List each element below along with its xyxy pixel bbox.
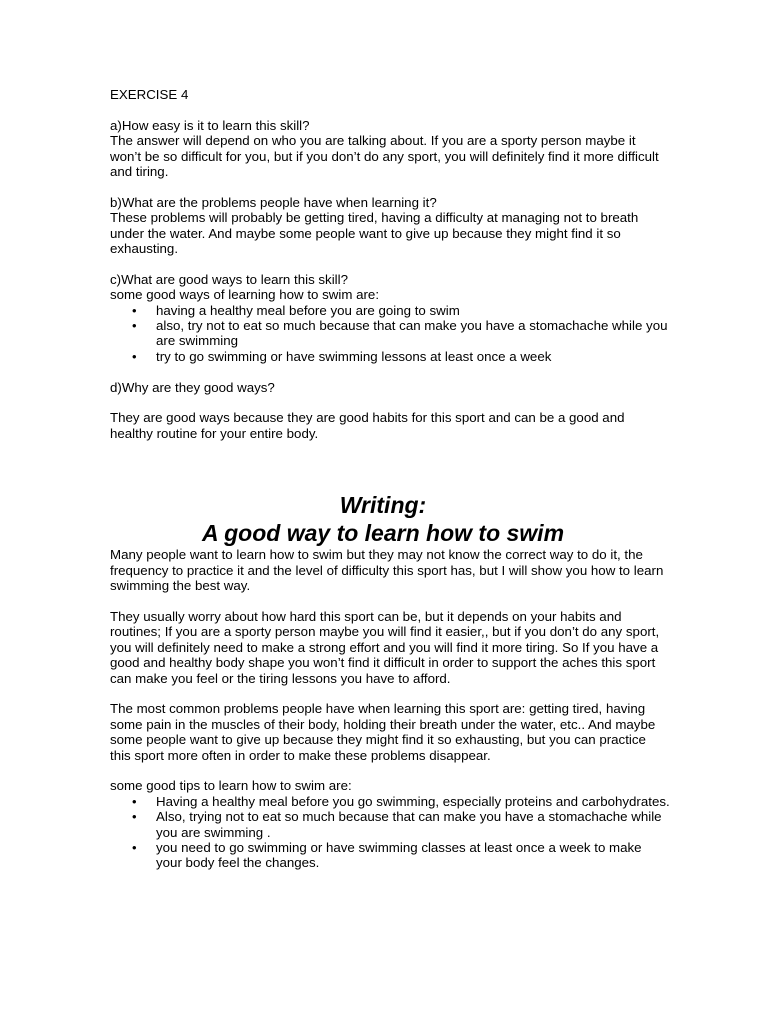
question-c: c)What are good ways to learn this skill?: [110, 271, 348, 287]
answer-c-intro: some good ways of learning how to swim are:: [110, 287, 380, 303]
list-item: • Also, trying not to eat so much because that can make you have a stomachache while you are swimming .: [110, 809, 670, 840]
exercise-heading: EXERCISE 4: [110, 87, 189, 102]
answer-d: They are good ways because they are good habits for this sport and can be a good and healthy routine for your entire body.: [110, 410, 625, 441]
writing-title-line2: A good way to learn how to swim: [201, 520, 565, 547]
writing-paragraph-1: Many people want to learn how to swim but they may not know the correct way to do it, the frequency to practice it and the level of difficulty this sport has, but I will show you how to learn swimming the best way.: [110, 547, 664, 594]
writing-paragraph-3: The most common problems people have when learning this sport are: getting tired, having some pain in the muscles of their body, holding their breath under the water, etc.. And maybe some people want to give up because they might find it so exhausting, but you can practice this sport more often in order to make these problems disappear.: [110, 701, 656, 763]
writing-title: [110, 491, 670, 547]
ways-list: [110, 303, 670, 365]
list-item: • Having a healthy meal before you go swimming, especially proteins and carbohydrates.: [110, 794, 670, 809]
tips-intro: some good tips to learn how to swim are:: [110, 778, 352, 794]
list-item: • you need to go swimming or have swimming classes at least once a week to make your body feel the changes.: [110, 840, 670, 871]
question-a: a)How easy is it to learn this skill?: [110, 117, 310, 133]
document-page: [110, 87, 670, 871]
question-b: b)What are the problems people have when learning it?: [110, 194, 437, 210]
list-item: • having a healthy meal before you are going to swim: [110, 303, 670, 318]
question-d: d)Why are they good ways?: [110, 379, 275, 395]
answer-a: The answer will depend on who you are talking about. If you are a sporty person maybe it won’t be so difficult for you, but if you don’t do any sport, you will definitely find it more difficult and tiring.: [110, 133, 659, 180]
list-item: • try to go swimming or have swimming lessons at least once a week: [110, 349, 670, 364]
writing-title-line1: Writing:: [339, 492, 427, 519]
writing-paragraph-2: They usually worry about how hard this sport can be, but it depends on your habits and routines; If you are a sporty person maybe you will find it easier,, but if you don’t do any sport, you will definitely need to make a strong effort and you will find it more tiring. So If you have a good and healthy body shape you won’t find it difficult in order to support the aches this sport can make you feel or the tiring lessons you have to afford.: [110, 608, 660, 686]
tips-list: [110, 794, 670, 871]
list-item: • also, try not to eat so much because that can make you have a stomachache while you are swimming: [110, 318, 670, 349]
answer-b: These problems will probably be getting tired, having a difficulty at managing not to breath under the water. And maybe some people want to give up because they might find it so exhausting.: [110, 210, 639, 257]
